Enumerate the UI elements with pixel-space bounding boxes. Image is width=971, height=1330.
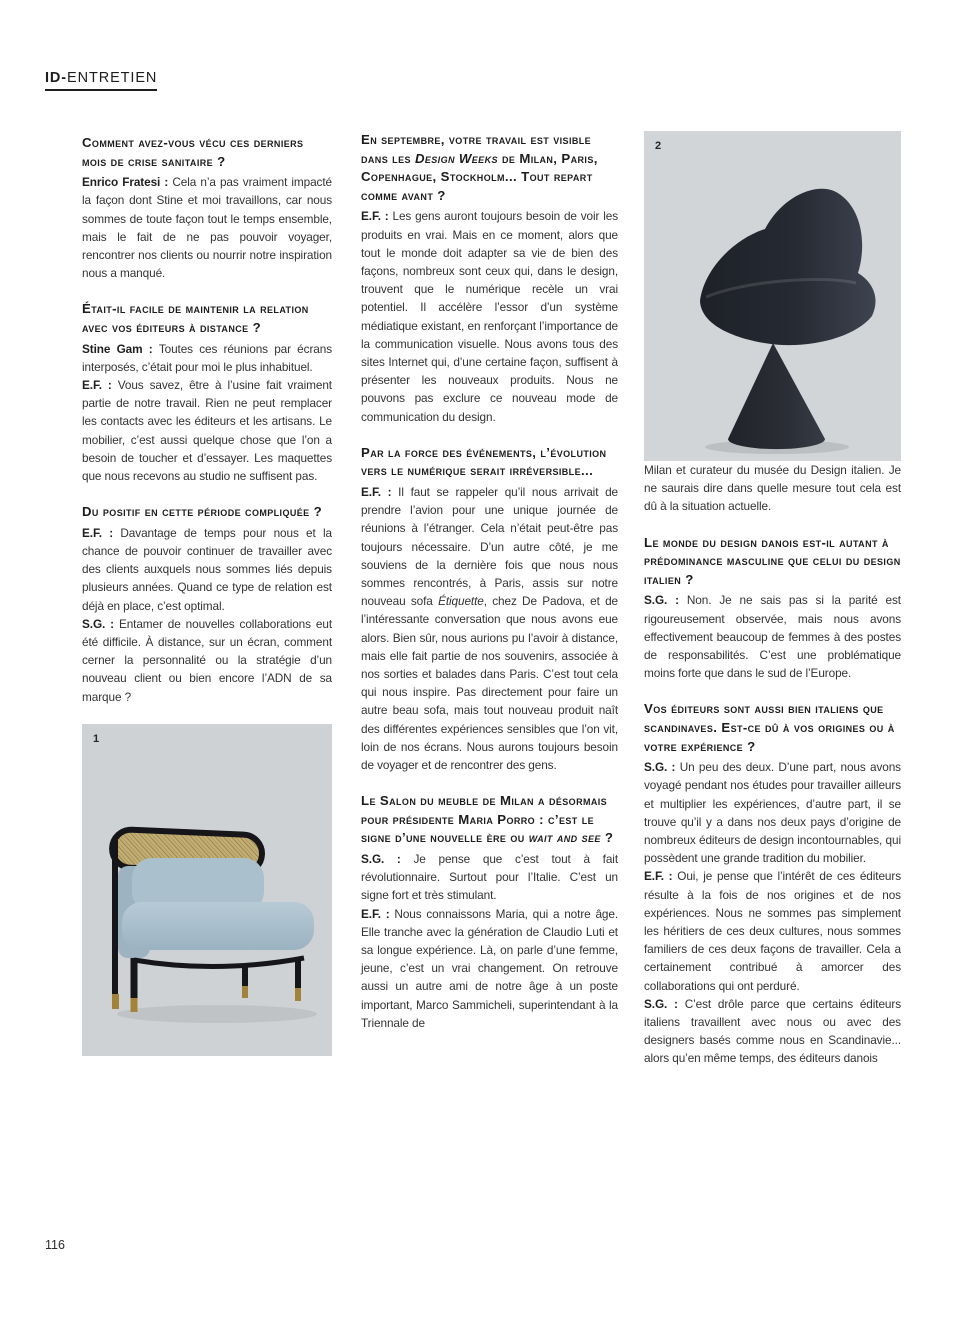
speaker-label: S.G. : — [82, 616, 119, 631]
text-run: Toutes ces réunions par écrans interposés, c’était pour moi le plus inhabituel. — [82, 341, 332, 374]
text-run: ? — [600, 830, 614, 846]
speaker-label: S.G. : — [644, 996, 685, 1011]
column-1-blocks — [82, 134, 332, 706]
text-run: Il faut se rappeler qu’il nous arrivait de prendre l’avion pour une unique journée de réunions à l’étranger. Cela n’était peut-être pas toujours nécessaire. D’un autre côté, je me souviens de la dernière fois que nous nous sommes rencontrés, à Paris, assis sur notre nouveau sofa — [361, 485, 618, 609]
answer-paragraph — [82, 340, 332, 376]
text-run: Davantage de temps pour nous et la chance de pouvoir continuer de travailler avec des clients auxquels nous sommes liés depuis plusieurs années. Quand ce type de relation est déjà en place, c’est optimal. — [82, 525, 332, 613]
answer-paragraph — [361, 850, 618, 905]
italic-text: Étiquette — [438, 594, 484, 609]
text-run: Cela n’a pas vraiment impacté la façon dont Stine et moi travaillons, car nous sommes de toute façon tout le temps ensemble, mais le fait de ne pas pouvoir voyager, rencontrer nos clients ou nourrir notre inspiration nous a manqué. — [82, 175, 332, 281]
answer-paragraph — [644, 758, 901, 867]
answer-paragraph — [644, 995, 901, 1068]
figure-chair-photo — [644, 131, 901, 461]
text-run: Le Salon du meuble de Milan a désormais pour présidente Maria Porro : c’est le signe d’une nouvelle ère ou — [361, 793, 608, 846]
answer-paragraph — [82, 173, 332, 282]
interview-question — [361, 131, 618, 205]
qa-block — [361, 444, 618, 774]
sofa-illustration — [82, 724, 332, 1056]
text-run: Comment avez-vous vécu ces derniers mois de crise sanitaire ? — [82, 135, 304, 169]
text-run: , chez De Padova, et de l’intéressante conversation que nous avons eue alors. Bien sûr, nous aurions pu l’avoir à distance, mais elle fait partie de nos souvenirs, associée à nos sorties et balades dans Paris. C’est tout cela qui nous inspire. Pas directement pour faire un autre beau sofa, mais tout nouveau produit naît des différentes expériences sensibles que l’on vit, loin de nos écrans. Nous aurons toujours besoin de voyager et de rencontrer des gens. — [361, 594, 618, 773]
column-3 — [644, 131, 901, 1086]
section-header-title: ENTRETIEN — [67, 70, 158, 86]
interview-question — [361, 792, 618, 848]
answer-paragraph — [644, 867, 901, 994]
speaker-label: E.F. : — [82, 525, 121, 540]
text-run: Entamer de nouvelles collaborations eut été difficile. À distance, sur un écran, comment cerner la personnalité ou la stratégie d’un nouveau client ou bien encore l’ADN de sa marque ? — [82, 616, 332, 704]
answer-paragraph — [361, 483, 618, 774]
qa-block — [644, 700, 901, 1067]
text-run: Était-il facile de maintenir la relation avec vos éditeurs à distance ? — [82, 301, 309, 335]
column-1 — [82, 134, 332, 1056]
answer-paragraph — [361, 905, 618, 1032]
text-run: Le monde du design danois est-il autant à prédominance masculine que celui du design italien ? — [644, 534, 901, 587]
section-header — [45, 70, 157, 91]
interview-question — [644, 534, 901, 590]
interview-question — [361, 444, 618, 481]
text-run: Du positif en cette période compliquée ? — [82, 504, 323, 520]
answer-paragraph — [361, 207, 618, 425]
continuation-block — [644, 461, 901, 516]
text-run: Vos éditeurs sont aussi bien italiens que scandinaves. Est-ce dû à vos origines ou à votre expérience ? — [644, 701, 895, 754]
interview-question — [82, 134, 332, 171]
answer-paragraph — [644, 461, 901, 516]
text-run: Vous savez, être à l’usine fait vraiment partie de notre travail. Rien ne peut remplacer les contacts avec les éditeurs et les artisans. Le mobilier, c’est aussi quelque chose que l’on a besoin de toucher et d’essayer. Les maquettes que nous recevons au studio ne suffisent pas. — [82, 378, 332, 484]
text-run: Non. Je ne sais pas si la parité est rigoureusement observée, mais nous avons effectivement beaucoup de femmes à des postes de responsabilités. C’est une problématique moins forte que dans le sud de l’Europe. — [644, 593, 901, 681]
qa-block — [82, 134, 332, 282]
answer-paragraph — [644, 591, 901, 682]
speaker-label: S.G. : — [644, 760, 680, 775]
interview-question — [644, 700, 901, 756]
chair-illustration — [644, 131, 901, 461]
page-number: 116 — [45, 1238, 65, 1252]
text-run: Oui, je pense que l’intérêt de ces éditeurs résulte à la fois de nos origines et de nos expériences. Nous ne sommes pas simplement les héritiers de ces deux cultures, nous sommes familiers de ces deux façons de travailler. Cela a certainement contribué à amorcer des collaborations qui ont perduré. — [644, 869, 901, 993]
answer-paragraph — [82, 615, 332, 706]
qa-block — [82, 503, 332, 706]
qa-block — [361, 131, 618, 426]
italic-text: Design Weeks — [414, 150, 498, 166]
column-2 — [361, 131, 618, 1050]
figure-sofa-photo — [82, 724, 332, 1056]
section-header-prefix: ID- — [45, 70, 68, 86]
speaker-label: S.G. : — [644, 593, 687, 608]
text-run: de Milan, Paris, Copenhague, Stockholm... Tout repart comme avant ? — [361, 150, 598, 203]
speaker-label: E.F. : — [361, 906, 395, 921]
speaker-label: E.F. : — [82, 378, 118, 392]
text-run: Milan et curateur du musée du Design italien. Je ne saurais dire dans quelle mesure tout cela est dû à la situation actuelle. — [644, 463, 901, 514]
speaker-label: Enrico Fratesi : — [82, 175, 173, 190]
text-run: Les gens auront toujours besoin de voir les produits en vrai. Mais en ce moment, alors que tout le monde doit adapter sa vie de bien des façons, nombreux sont ceux qui, dans le design, trouvent que le numérique recèle un vrai potentiel. Il accélère l’essor d’un système médiatique existant, en renforçant l’importance de la communication visuelle. Nous avons tous des sites Internet qui, d’une certaine façon, suffisent à présenter les nouveaux produits. Nous ne pouvons pas exclure ce nouveau mode de communication du design. — [361, 209, 618, 424]
text-run: En septembre, votre travail est visible dans les — [361, 132, 592, 166]
qa-block — [82, 300, 332, 485]
qa-block — [361, 792, 618, 1032]
qa-block — [644, 534, 901, 683]
figure-number-1: 1 — [93, 732, 100, 745]
column-3-blocks — [644, 461, 901, 1068]
interview-question — [82, 300, 332, 337]
answer-paragraph — [82, 376, 332, 485]
speaker-label: E.F. : — [644, 869, 678, 884]
figure-number-2: 2 — [655, 140, 662, 152]
text-run: Par la force des événements, l’évolution vers le numérique serait irréversible... — [361, 444, 607, 479]
answer-paragraph — [82, 524, 332, 615]
speaker-label: Stine Gam : — [82, 341, 159, 356]
italic-text: wait and see — [528, 830, 601, 846]
speaker-label: S.G. : — [361, 852, 414, 867]
interview-question — [82, 503, 332, 522]
text-run: C’est drôle parce que certains éditeurs italiens travaillent avec nous ou avec des designers basés comme nous en Scandinavie... alors qu’en même temps, des éditeurs danois — [644, 996, 901, 1066]
speaker-label: E.F. : — [361, 209, 393, 224]
text-run: Je pense que c’est tout à fait révolutionnaire. Surtout pour l’Italie. C’est un signe fort et très stimulant. — [361, 852, 618, 903]
text-run: Nous connaissons Maria, qui a notre âge. Elle tranche avec la génération de Claudio Luti et sa longue expérience. Là, on parle d’une femme, jeune, c’est un vrai changement. On retrouve aussi un autre ami de notre âge à un poste important, Marco Sammicheli, superintendant à la Triennale de — [361, 906, 618, 1030]
text-run: Un peu des deux. D’une part, nous avons voyagé pendant nos études pour travailler ailleurs et multiplier les expériences, d’autre part, il se trouve qu’il y a dans nos deux pays d’origine de nombreux éditeurs de design incontournables, qui possèdent une grande tradition du mobilier. — [644, 760, 901, 866]
column-2-blocks — [361, 131, 618, 1032]
speaker-label: E.F. : — [361, 485, 399, 499]
